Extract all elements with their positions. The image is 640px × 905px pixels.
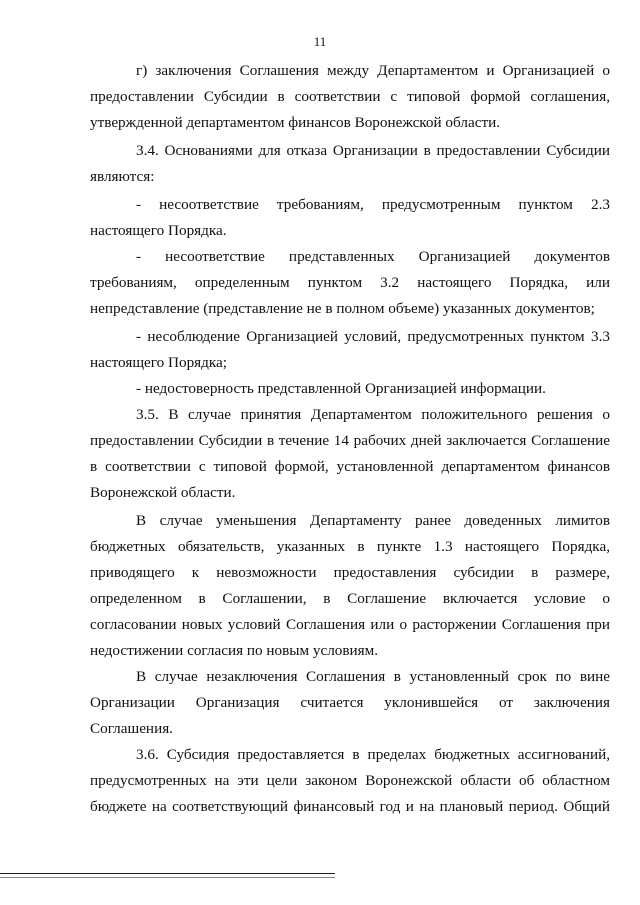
text-line: предоставлении Субсидии в соответствии с типовой формой соглашения, bbox=[90, 88, 610, 105]
text-line: предоставлении Субсидии в течение 14 рабочих дней заключается Соглашение bbox=[90, 432, 610, 449]
text-line: определенном в Соглашении, в Соглашение включается условие о bbox=[90, 590, 610, 607]
text-line: являются: bbox=[90, 168, 155, 185]
text-line: - несоблюдение Организацией условий, предусмотренных пунктом 3.3 bbox=[136, 328, 610, 345]
text-line: настоящего Порядка. bbox=[90, 222, 227, 239]
text-line: утвержденной департаментом финансов Воронежской области. bbox=[90, 114, 501, 131]
text-line: Организации Организация считается уклонившейся от заключения bbox=[90, 694, 610, 711]
text-line: недостижении согласия по новым условиям. bbox=[90, 642, 379, 659]
text-line: В случае незаключения Соглашения в установленный срок по вине bbox=[136, 668, 610, 685]
text-line: Воронежской области. bbox=[90, 484, 236, 501]
text-line: настоящего Порядка; bbox=[90, 354, 227, 371]
page-number: 11 bbox=[313, 34, 327, 49]
text-line: бюджете на соответствующий финансовый год и на плановый период. Общий bbox=[90, 798, 610, 815]
text-line: г) заключения Соглашения между Департаментом и Организацией о bbox=[136, 62, 610, 79]
text-line: согласовании новых условий Соглашения или о расторжении Соглашения при bbox=[90, 616, 610, 633]
text-line: - недостоверность представленной Организацией информации. bbox=[136, 380, 546, 397]
text-line: - несоответствие представленных Организацией документов bbox=[136, 248, 610, 265]
text-line: бюджетных обязательств, указанных в пункте 1.3 настоящего Порядка, bbox=[90, 538, 610, 555]
text-line: 3.6. Субсидия предоставляется в пределах бюджетных ассигнований, bbox=[136, 746, 610, 763]
text-line: предусмотренных на эти цели законом Воронежской области об областном bbox=[90, 772, 610, 789]
text-line: - несоответствие требованиям, предусмотренным пунктом 2.3 bbox=[136, 196, 610, 213]
text-line: в соответствии с типовой формой, установленной департаментом финансов bbox=[90, 458, 610, 475]
text-line: требованиям, определенным пунктом 3.2 настоящего Порядка, или bbox=[90, 274, 610, 291]
text-line: В случае уменьшения Департаменту ранее доведенных лимитов bbox=[136, 512, 610, 529]
text-line: 3.5. В случае принятия Департаментом положительного решения о bbox=[136, 406, 610, 423]
text-line: непредставление (представление не в полном объеме) указанных документов; bbox=[90, 300, 595, 317]
text-line: приводящего к невозможности предоставления субсидии в размере, bbox=[90, 564, 610, 581]
text-line: 3.4. Основаниями для отказа Организации в предоставлении Субсидии bbox=[136, 142, 610, 159]
footer-rule-secondary bbox=[0, 877, 335, 878]
text-line: Соглашения. bbox=[90, 720, 173, 737]
footer-rule bbox=[0, 873, 335, 874]
